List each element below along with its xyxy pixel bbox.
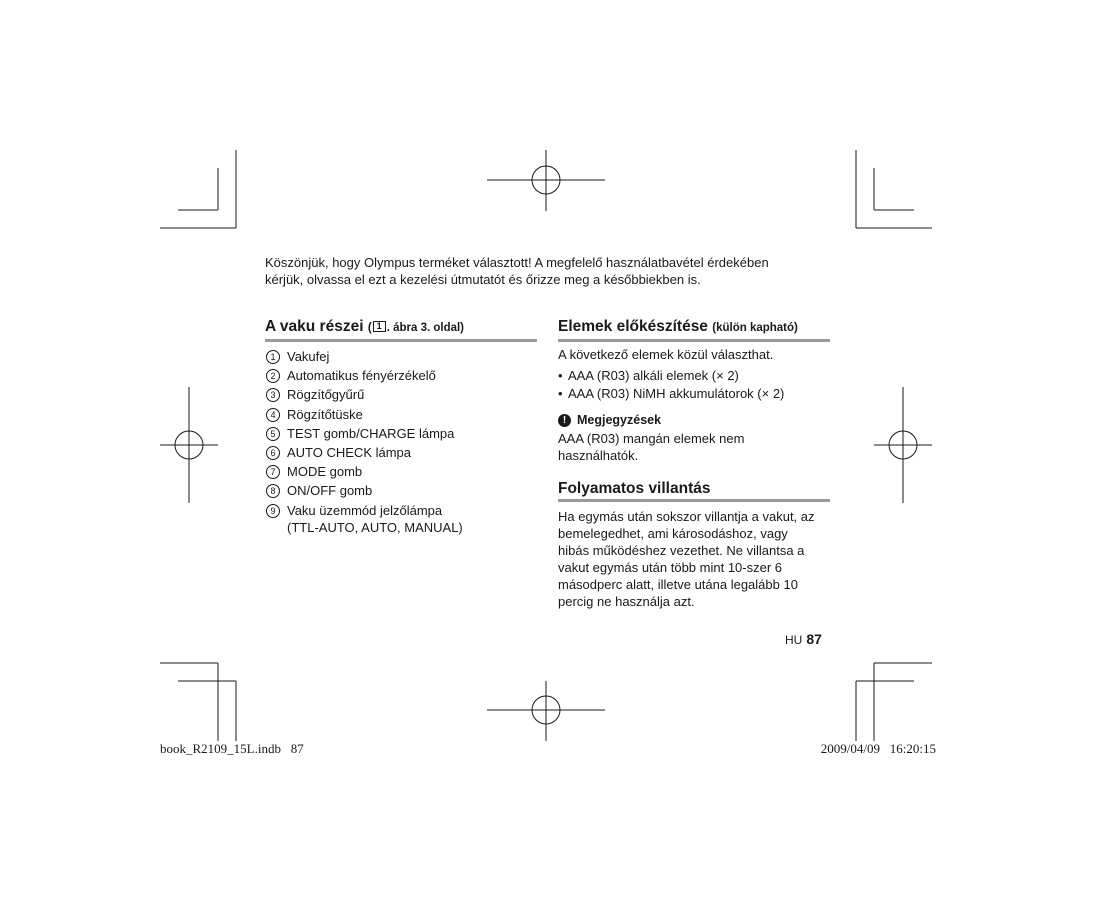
parts-ref-rest: . ábra 3. oldal): [386, 322, 465, 334]
item-number: 9: [266, 504, 280, 518]
list-item: [558, 367, 830, 384]
intro-line-1: Köszönjük, hogy Olympus terméket választott! A megfelelő használatbavétel érdekében: [265, 255, 769, 270]
parts-list: [265, 348, 537, 536]
item-label: TEST gomb/CHARGE lámpa: [287, 425, 455, 441]
note-title: Megjegyzések: [577, 413, 662, 427]
item-label: AAA (R03) alkáli elemek (× 2): [568, 368, 739, 383]
item-number: 8: [266, 484, 280, 498]
battery-subtitle: (külön kapható): [712, 322, 798, 334]
item-number: 1: [266, 350, 280, 364]
item-label-continued: (TTL-AUTO, AUTO, MANUAL): [287, 519, 463, 535]
list-item: [265, 444, 537, 461]
page-number: [785, 631, 822, 647]
parts-ref: [368, 322, 464, 334]
continuous-title: Folyamatos villantás: [558, 480, 711, 497]
list-item: [265, 386, 537, 403]
intro-line-2: kérjük, olvassa el ezt a kezelési útmutatót és őrizze meg a későbbiekben is.: [265, 272, 701, 287]
page-number-value: 87: [806, 631, 822, 647]
item-label: Vakufej: [287, 349, 330, 364]
list-item: [265, 425, 537, 442]
item-label: ON/OFF gomb: [287, 483, 373, 499]
bullet: •: [558, 368, 563, 383]
item-number: 3: [266, 388, 280, 402]
continuous-heading: [558, 479, 830, 502]
item-number: 7: [266, 465, 280, 479]
battery-heading: [558, 317, 830, 342]
note-heading: [558, 412, 830, 429]
list-item: [265, 406, 537, 423]
battery-intro: A következő elemek közül választhat.: [558, 347, 774, 362]
bullet: •: [558, 386, 563, 401]
list-item: [265, 367, 537, 384]
parts-title: A vaku részei: [265, 318, 364, 335]
battery-section: [558, 317, 830, 610]
list-item: [265, 348, 537, 365]
note-text: AAA (R03) mangán elemek nem használhatók.: [558, 431, 745, 463]
item-label: AUTO CHECK lámpa: [287, 444, 412, 460]
list-item: [265, 463, 537, 480]
figure-ref-box: 1: [373, 321, 386, 332]
parts-section: [265, 317, 537, 538]
parts-ref-open: (: [367, 322, 372, 334]
item-label: Automatikus fényérzékelő: [287, 368, 436, 384]
item-label-group: [287, 502, 463, 536]
page-lang: HU: [785, 633, 803, 647]
exclamation-icon: !: [558, 414, 571, 427]
item-label: AAA (R03) NiMH akkumulátorok (× 2): [568, 386, 785, 401]
item-label: Rögzítőgyűrű: [287, 387, 365, 403]
footer-timestamp: 2009/04/09 16:20:15: [820, 741, 936, 756]
item-number: 2: [266, 369, 280, 383]
item-label: Rögzítőtüske: [287, 406, 363, 422]
battery-title: Elemek előkészítése: [558, 318, 708, 335]
continuous-text: Ha egymás után sokszor villantja a vakut, az bemelegedhet, ami károsodáshoz, vagy hibás működéshez vezethet. Ne villantsa a vakut egymás után több mint 10-szer 6 másodperc alatt, illetve utána legalább 10 percig ne használja azt.: [558, 509, 815, 609]
list-item: [265, 482, 537, 499]
item-number: 4: [266, 408, 280, 422]
parts-heading: [265, 317, 537, 342]
list-item: [265, 502, 537, 536]
item-label: Vaku üzemmód jelzőlámpa: [287, 502, 443, 518]
item-number: 5: [266, 427, 280, 441]
list-item: [558, 385, 830, 402]
item-label: MODE gomb: [287, 464, 363, 480]
battery-list: [558, 367, 830, 402]
footer-file: book_R2109_15L.indb 87: [160, 741, 304, 756]
intro-paragraph: [265, 254, 825, 288]
item-number: 6: [266, 446, 280, 460]
